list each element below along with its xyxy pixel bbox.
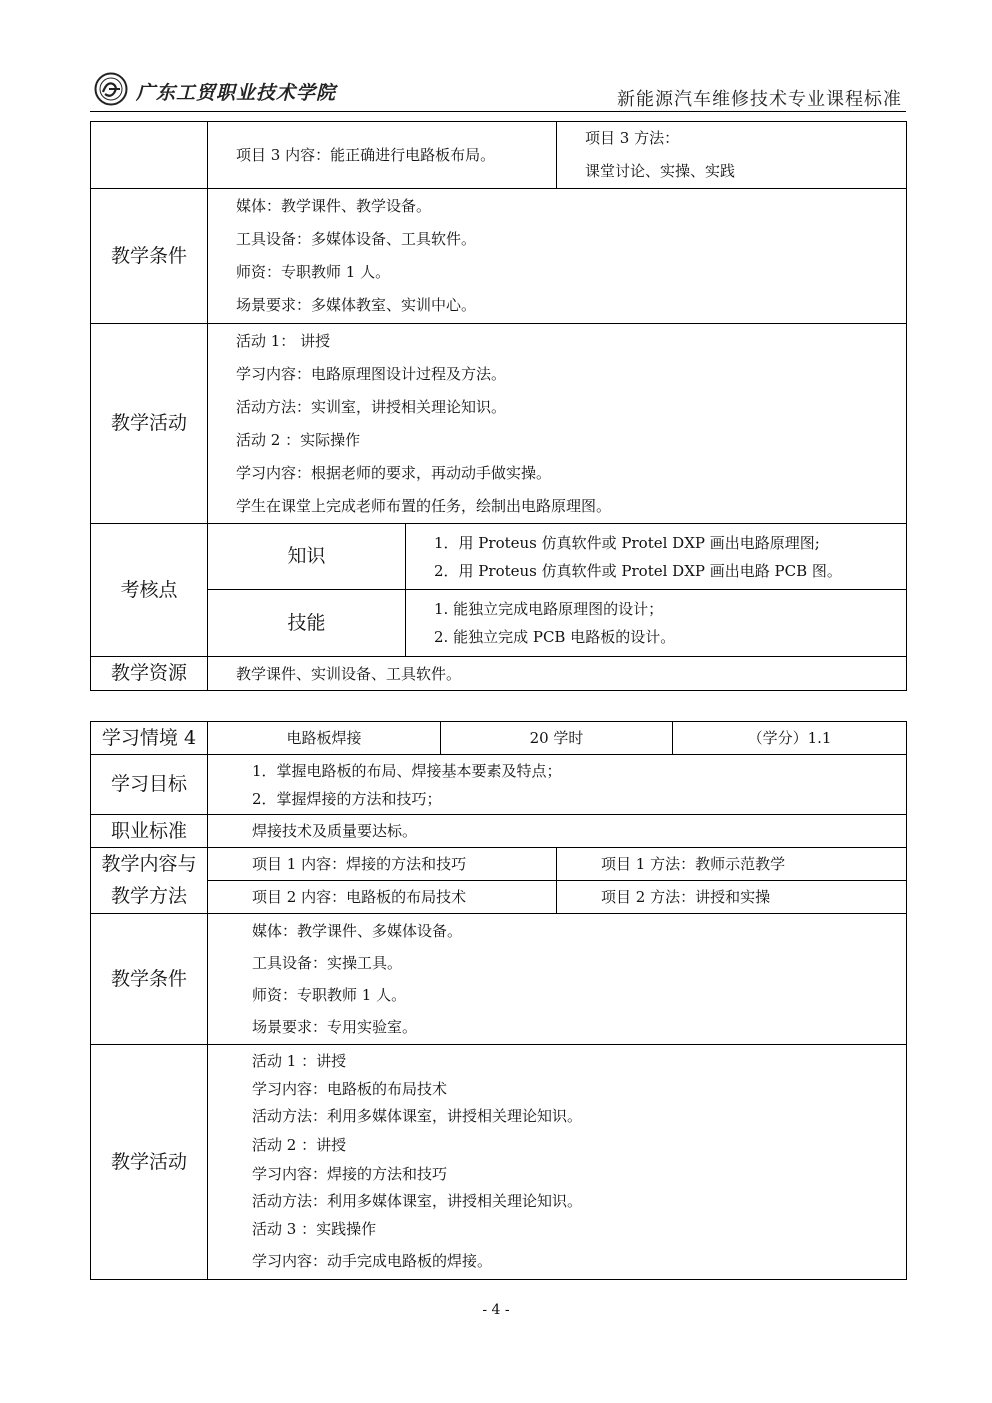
standard-cell: 焊接技术及质量要达标。 bbox=[208, 815, 907, 848]
list-item: 活动 3 ：实践操作 bbox=[252, 1219, 377, 1238]
activities-cell bbox=[208, 324, 907, 524]
list-item: 场景要求：多媒体教室、实训中心。 bbox=[236, 296, 477, 314]
table-row bbox=[91, 881, 907, 914]
table-row bbox=[91, 848, 907, 881]
content-method-label-1: 教学内容与 bbox=[91, 848, 208, 881]
list-item: 工具设备：实操工具。 bbox=[252, 954, 403, 972]
list-item: 学习内容：根据老师的要求，再动动手做实操。 bbox=[236, 463, 552, 482]
page-header bbox=[90, 70, 906, 112]
table-row bbox=[91, 524, 907, 590]
page-number: - 4 - bbox=[482, 1302, 510, 1318]
list-item: 2．用 Proteus 仿真软件或 Protel DXP 画出电路 PCB 图。 bbox=[434, 561, 842, 580]
standard-label: 职业标准 bbox=[91, 815, 208, 848]
list-item: 2．掌握焊接的方法和技巧； bbox=[252, 789, 442, 808]
skill-label: 技能 bbox=[208, 590, 406, 657]
list-item: 2. 能独立完成 PCB 电路板的设计。 bbox=[434, 628, 676, 646]
course-table-situation-3 bbox=[90, 121, 907, 691]
situation-label: 学习情境 4 bbox=[91, 722, 208, 755]
list-item: 1．掌握电路板的布局、焊接基本要素及特点； bbox=[252, 761, 562, 780]
credits: （学分）1.1 bbox=[673, 722, 907, 755]
list-item: 场景要求：专用实验室。 bbox=[252, 1018, 418, 1036]
project1-method: 项目 1 方法：教师示范教学 bbox=[557, 848, 907, 881]
knowledge-label: 知识 bbox=[208, 524, 406, 590]
list-item: 师资：专职教师 1 人。 bbox=[236, 263, 391, 281]
table-row bbox=[91, 324, 907, 524]
activities-label: 教学活动 bbox=[91, 324, 208, 524]
conditions-label: 教学条件 bbox=[91, 914, 208, 1045]
list-item: 活动 2 ：讲授 bbox=[252, 1135, 347, 1154]
list-item: 学习内容：电路原理图设计过程及方法。 bbox=[236, 364, 507, 383]
list-item: 师资：专职教师 1 人。 bbox=[252, 986, 407, 1004]
table-row bbox=[91, 914, 907, 1045]
list-item: 学习内容：电路板的布局技术 bbox=[252, 1079, 448, 1098]
table-row bbox=[91, 815, 907, 848]
list-item: 1．用 Proteus 仿真软件或 Protel DXP 画出电路原理图; bbox=[434, 533, 820, 552]
list-item: 学习内容：焊接的方法和技巧 bbox=[252, 1164, 448, 1183]
table-row bbox=[91, 657, 907, 691]
list-item: 活动 1 ：讲授 bbox=[252, 1051, 347, 1070]
table-row bbox=[91, 122, 907, 189]
school-name: 广东工贸职业技术学院 bbox=[136, 82, 337, 104]
list-item: 学生在课堂上完成老师布置的任务，绘制出电路原理图。 bbox=[236, 496, 612, 515]
list-item: 1. 能独立完成电路原理图的设计； bbox=[434, 600, 664, 618]
skill-cell bbox=[406, 590, 907, 657]
table-row bbox=[91, 590, 907, 657]
document-title: 新能源汽车维修技术专业课程标准 bbox=[617, 89, 902, 110]
list-item: 活动 1： 讲授 bbox=[236, 331, 331, 350]
project2-method: 项目 2 方法：讲授和实操 bbox=[557, 881, 907, 914]
project2-content: 项目 2 内容：电路板的布局技术 bbox=[208, 881, 557, 914]
goals-cell bbox=[208, 755, 907, 815]
list-item: 工具设备：多媒体设备、工具软件。 bbox=[236, 230, 477, 248]
school-logo-icon bbox=[94, 72, 128, 106]
activities-label: 教学活动 bbox=[91, 1045, 208, 1280]
list-item: 活动方法：利用多媒体课室，讲授相关理论知识。 bbox=[252, 1106, 583, 1125]
project1-content: 项目 1 内容：焊接的方法和技巧 bbox=[208, 848, 557, 881]
knowledge-cell bbox=[406, 524, 907, 590]
project3-method bbox=[557, 122, 907, 189]
table-row bbox=[91, 1045, 907, 1280]
resources-label: 教学资源 bbox=[91, 657, 208, 691]
assessment-label: 考核点 bbox=[91, 524, 208, 657]
list-item: 媒体：教学课件、教学设备。 bbox=[236, 197, 432, 215]
resources-cell: 教学课件、实训设备、工具软件。 bbox=[208, 657, 907, 691]
table-row bbox=[91, 189, 907, 324]
table-row bbox=[91, 755, 907, 815]
list-item: 活动方法：实训室，讲授相关理论知识。 bbox=[236, 397, 507, 416]
table-row bbox=[91, 722, 907, 755]
list-item: 媒体：教学课件、多媒体设备。 bbox=[252, 922, 463, 940]
conditions-cell bbox=[208, 189, 907, 324]
goals-label: 学习目标 bbox=[91, 755, 208, 815]
header-rule bbox=[90, 111, 906, 112]
list-item: 活动方法：利用多媒体课室，讲授相关理论知识。 bbox=[252, 1191, 583, 1210]
course-table-situation-4 bbox=[90, 721, 907, 1280]
situation-name: 电路板焊接 bbox=[208, 722, 441, 755]
conditions-cell bbox=[208, 914, 907, 1045]
conditions-label: 教学条件 bbox=[91, 189, 208, 324]
project3-method-text: 课堂讨论、实操、实践 bbox=[585, 162, 736, 180]
list-item: 活动 2 ：实际操作 bbox=[236, 430, 361, 449]
activities-cell bbox=[208, 1045, 907, 1280]
project3-method-label: 项目 3 方法： bbox=[585, 129, 680, 147]
project3-content: 项目 3 内容：能正确进行电路板布局。 bbox=[208, 122, 557, 189]
list-item: 学习内容：动手完成电路板的焊接。 bbox=[252, 1251, 493, 1270]
hours: 20 学时 bbox=[441, 722, 673, 755]
table-cell bbox=[91, 122, 208, 189]
content-method-label-2: 教学方法 bbox=[91, 881, 208, 914]
